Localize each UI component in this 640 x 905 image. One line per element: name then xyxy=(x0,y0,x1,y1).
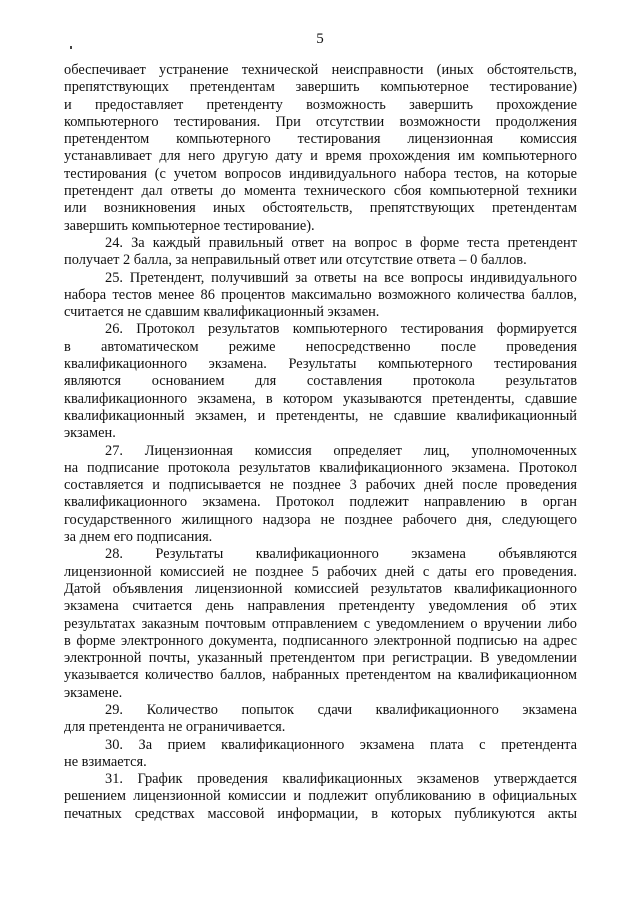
text-line: препятствующих претендентам завершить компьютерное тестирование) xyxy=(64,79,577,96)
text-line: 29. Количество попыток сдачи квалификационного экзамена xyxy=(105,701,577,718)
text-line: в форме электронного документа, подписанного электронной подписью на адрес xyxy=(64,632,577,649)
paragraph-p23-cont xyxy=(64,62,577,235)
paragraph-p29 xyxy=(64,702,577,737)
text-line: получает 2 балла, за неправильный ответ или отсутствие ответа – 0 баллов. xyxy=(64,252,527,269)
text-line: набора тестов менее 86 процентов максимально возможного количества баллов, xyxy=(64,286,577,303)
text-line: 28. Результаты квалификационного экзамена объявляются xyxy=(105,546,577,563)
scan-artifact-mark xyxy=(70,46,72,49)
text-line: или возникновения иных обстоятельств, препятствующих претендентам xyxy=(64,200,577,217)
text-line: лицензионной комиссией не позднее 5 рабочих дней с даты его проведения. xyxy=(64,563,577,580)
paragraph-p28 xyxy=(64,546,577,702)
text-line: за днем его подписания. xyxy=(64,529,213,546)
text-line: 31. График проведения квалификационных экзаменов утверждается xyxy=(105,771,577,788)
text-line: печатных средствах массовой информации, в которых публикуются акты xyxy=(64,805,577,822)
text-line: на подписание протокола результатов квалификационного экзамена. Протокол xyxy=(64,459,577,476)
text-line: Датой объявления лицензионной комиссией результатов квалификационного xyxy=(64,580,577,597)
paragraph-p27 xyxy=(64,443,577,547)
text-line: компьютерного тестирования. При отсутствии возможности продолжения xyxy=(64,113,577,130)
text-line: обеспечивает устранение технической неисправности (иных обстоятельств, xyxy=(64,62,577,78)
paragraph-p31 xyxy=(64,771,577,823)
text-line: устанавливает для него другую дату и время прохождения им компьютерного xyxy=(64,148,577,165)
text-line: тестирования (с учетом вопросов индивидуального набора тестов, на которые xyxy=(64,165,577,182)
text-line: являются основанием для составления протокола результатов xyxy=(64,373,577,390)
text-line: и предоставляет претенденту возможность завершить прохождение xyxy=(64,96,577,113)
text-line: квалификационного экзамена. Результаты компьютерного тестирования xyxy=(64,356,577,373)
text-line: 25. Претендент, получивший за ответы на все вопросы индивидуального xyxy=(105,269,577,286)
text-line: в автоматическом режиме непосредственно после проведения xyxy=(64,338,577,355)
text-line: решением лицензионной комиссии и подлежит опубликованию в официальных xyxy=(64,788,577,805)
text-line: претендентом компьютерного тестирования лицензионная комиссия xyxy=(64,131,577,148)
page-number: 5 xyxy=(316,31,324,47)
text-line: квалификационного экзамена, в котором указываются претенденты, сдавшие xyxy=(64,390,577,407)
text-line: результатах заказным почтовым отправлением с уведомлением о вручении либо xyxy=(64,615,577,632)
text-line: составляется и подписывается не позднее 3 рабочих дней после проведения xyxy=(64,477,577,494)
text-line: экзамена считается день направления претенденту уведомления об этих xyxy=(64,598,577,615)
paragraph-p24 xyxy=(64,235,577,270)
text-line: 26. Протокол результатов компьютерного тестирования формируется xyxy=(105,321,577,338)
text-line: государственного жилищного надзора не позднее рабочего дня, следующего xyxy=(64,511,577,528)
text-line: претендент дал ответы до момента технического сбоя компьютерной техники xyxy=(64,183,577,200)
text-line: считается не сдавшим квалификационный экзамен. xyxy=(64,304,380,321)
text-line: указывается количество баллов, набранных претендентом на квалификационном xyxy=(64,667,577,684)
text-line: завершить компьютерное тестирование). xyxy=(64,217,315,234)
text-line: экзамене. xyxy=(64,684,123,701)
text-line: 24. За каждый правильный ответ на вопрос в форме теста претендент xyxy=(105,234,577,251)
text-line: 27. Лицензионная комиссия определяет лиц, уполномоченных xyxy=(105,442,577,459)
text-line: для претендента не ограничивается. xyxy=(64,719,286,736)
text-line: экзамен. xyxy=(64,425,116,442)
text-line: не взимается. xyxy=(64,753,147,770)
text-line: электронной почты, указанный претендентом при регистрации. В уведомлении xyxy=(64,650,577,667)
paragraph-p26 xyxy=(64,321,577,442)
text-line: квалификационного экзамена. Протокол подлежит направлению в орган xyxy=(64,494,577,511)
paragraph-p25 xyxy=(64,270,577,322)
text-line: квалификационный экзамен, и претенденты, не сдавшие квалификационный xyxy=(64,407,577,424)
text-line: 30. За прием квалификационного экзамена плата с претендента xyxy=(105,736,577,753)
paragraph-p30 xyxy=(64,737,577,772)
document-body xyxy=(64,62,577,823)
